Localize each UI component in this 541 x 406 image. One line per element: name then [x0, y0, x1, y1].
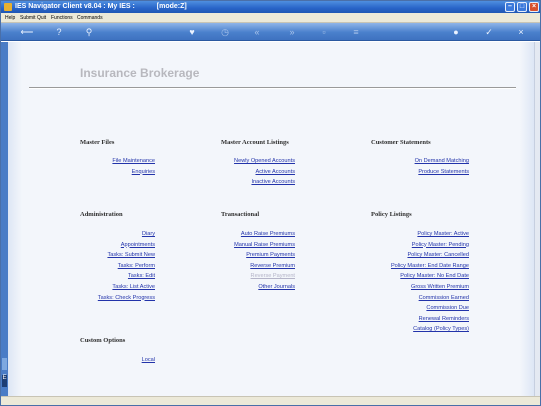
- side-panel: [1, 42, 8, 397]
- transactional-list: [201, 229, 295, 293]
- link-commission-earned[interactable]: Commission Earned: [418, 294, 469, 301]
- administration-list: [61, 229, 155, 303]
- master-account-listings-list: [201, 156, 295, 188]
- list-item[interactable]: [201, 156, 295, 167]
- list-item[interactable]: [361, 271, 469, 282]
- list-item[interactable]: [61, 261, 155, 272]
- link-commission-due[interactable]: Commission Due: [426, 305, 469, 312]
- list-item[interactable]: [201, 240, 295, 251]
- section-heading-customer-statements: Customer Statements: [371, 139, 431, 146]
- list-item[interactable]: [361, 167, 469, 178]
- customer-statements-list: [361, 156, 469, 177]
- master-files-list: [61, 156, 155, 177]
- link-policy-master-cancelled[interactable]: Policy Master: Cancelled: [407, 252, 469, 259]
- link-other-journals[interactable]: Other Journals: [258, 283, 295, 290]
- list-item[interactable]: [61, 355, 155, 366]
- link-appointments[interactable]: Appointments: [120, 241, 155, 248]
- menu-functions[interactable]: Functions: [51, 15, 73, 21]
- menu-submit[interactable]: Submit: [20, 15, 36, 21]
- link-inactive-accounts[interactable]: Inactive Accounts: [251, 179, 295, 186]
- link-reverse-payment: Reverse Payment: [250, 273, 295, 280]
- link-newly-opened-accounts[interactable]: Newly Opened Accounts: [234, 158, 295, 164]
- link-manual-raise-premiums[interactable]: Manual Raise Premiums: [234, 241, 295, 248]
- list-icon[interactable]: ≡: [353, 27, 359, 37]
- link-on-demand-matching[interactable]: On Demand Matching: [414, 158, 469, 164]
- list-item[interactable]: [61, 167, 155, 178]
- link-tasks-perform[interactable]: Tasks: Perform: [117, 262, 155, 269]
- link-catalog-policy-types[interactable]: Catalog (Policy Types): [413, 326, 469, 333]
- custom-options-list: [61, 355, 155, 366]
- list-item[interactable]: [61, 229, 155, 240]
- section-heading-master-account-listings: Master Account Listings: [221, 139, 289, 146]
- link-diary[interactable]: Diary: [141, 231, 155, 237]
- policy-listings-list: [361, 229, 469, 335]
- list-item[interactable]: [201, 167, 295, 178]
- list-item[interactable]: [361, 293, 469, 304]
- link-policy-master-no-end-date[interactable]: Policy Master: No End Date: [400, 273, 469, 280]
- rewind-icon[interactable]: «: [254, 27, 260, 37]
- check-icon[interactable]: ✓: [485, 27, 493, 37]
- list-item[interactable]: [61, 282, 155, 293]
- link-tasks-submit-new[interactable]: Tasks: Submit New: [107, 252, 155, 259]
- menu-help[interactable]: Help: [5, 15, 16, 21]
- list-item[interactable]: [361, 282, 469, 293]
- link-tasks-edit[interactable]: Tasks: Edit: [127, 273, 155, 280]
- link-renewal-reminders[interactable]: Renewal Reminders: [418, 315, 469, 322]
- list-item[interactable]: [361, 324, 469, 335]
- list-item[interactable]: [61, 293, 155, 304]
- list-item[interactable]: [61, 250, 155, 261]
- heart-icon[interactable]: ♥: [189, 27, 195, 37]
- close-icon[interactable]: ×: [518, 27, 524, 37]
- vertical-scrollbar[interactable]: [534, 42, 540, 396]
- link-reverse-premium[interactable]: Reverse Premium: [250, 262, 295, 269]
- list-item[interactable]: [201, 282, 295, 293]
- list-item[interactable]: [61, 271, 155, 282]
- list-item[interactable]: [361, 303, 469, 314]
- history-icon[interactable]: ◷: [221, 27, 229, 37]
- link-policy-master-end-date-range[interactable]: Policy Master: End Date Range: [390, 262, 469, 269]
- link-policy-master-active[interactable]: Policy Master: Active: [417, 231, 469, 237]
- close-window-icon[interactable]: ×: [529, 2, 539, 12]
- window-title-text: IES Navigator Client v8.04 : My IES :: [15, 3, 135, 10]
- link-tasks-list-active[interactable]: Tasks: List Active: [112, 283, 155, 290]
- section-heading-custom-options: Custom Options: [80, 337, 126, 344]
- list-item[interactable]: [361, 156, 469, 167]
- menu-bar: [1, 13, 540, 23]
- list-item[interactable]: [61, 156, 155, 167]
- menu-quit[interactable]: Quit: [37, 15, 47, 21]
- list-item[interactable]: [361, 250, 469, 261]
- link-active-accounts[interactable]: Active Accounts: [255, 168, 295, 175]
- link-produce-statements[interactable]: Produce Statements: [418, 168, 469, 175]
- side-panel-tab[interactable]: [2, 358, 7, 370]
- section-heading-administration: Administration: [80, 211, 123, 218]
- user-icon[interactable]: ●: [453, 27, 459, 37]
- list-item[interactable]: [361, 314, 469, 325]
- title-bar: [1, 1, 540, 13]
- fast-forward-icon[interactable]: »: [289, 27, 295, 37]
- maximize-icon[interactable]: □: [517, 2, 527, 12]
- section-heading-policy-listings: Policy Listings: [371, 211, 412, 218]
- list-item[interactable]: [61, 240, 155, 251]
- window-title: [15, 2, 187, 12]
- list-item[interactable]: [361, 240, 469, 251]
- link-local[interactable]: Local: [141, 357, 155, 363]
- list-item: [201, 271, 295, 282]
- link-premium-payments[interactable]: Premium Payments: [246, 252, 295, 259]
- link-gross-written-premium[interactable]: Gross Written Premium: [410, 283, 469, 290]
- list-item[interactable]: [201, 250, 295, 261]
- stop-icon[interactable]: ▫: [322, 27, 326, 37]
- link-tasks-check-progress[interactable]: Tasks: Check Progress: [97, 294, 155, 301]
- section-heading-transactional: Transactional: [221, 211, 260, 218]
- list-item[interactable]: [361, 229, 469, 240]
- help-icon[interactable]: ?: [56, 27, 62, 37]
- list-item[interactable]: [201, 261, 295, 272]
- status-bar: [1, 396, 540, 405]
- link-auto-raise-premiums[interactable]: Auto Raise Premiums: [240, 231, 295, 237]
- link-enquiries[interactable]: Enquiries: [131, 168, 155, 175]
- search-icon[interactable]: ⚲: [85, 27, 93, 37]
- menu-commands[interactable]: Commands: [77, 15, 103, 21]
- app-icon: [4, 3, 12, 11]
- title-divider: [29, 87, 516, 88]
- list-item[interactable]: [361, 261, 469, 272]
- page-title: Insurance Brokerage: [80, 66, 200, 80]
- section-heading-master-files: Master Files: [80, 139, 115, 146]
- list-item[interactable]: [201, 177, 295, 188]
- side-panel-tab[interactable]: E: [2, 375, 7, 387]
- minimize-icon[interactable]: –: [505, 2, 515, 12]
- link-file-maintenance[interactable]: File Maintenance: [112, 158, 155, 164]
- list-item[interactable]: [201, 229, 295, 240]
- link-policy-master-pending[interactable]: Policy Master: Pending: [411, 241, 469, 248]
- toolbar: [1, 23, 540, 41]
- back-arrow-icon[interactable]: ⟵: [20, 27, 34, 37]
- window-mode: [mode:Z]: [156, 3, 187, 10]
